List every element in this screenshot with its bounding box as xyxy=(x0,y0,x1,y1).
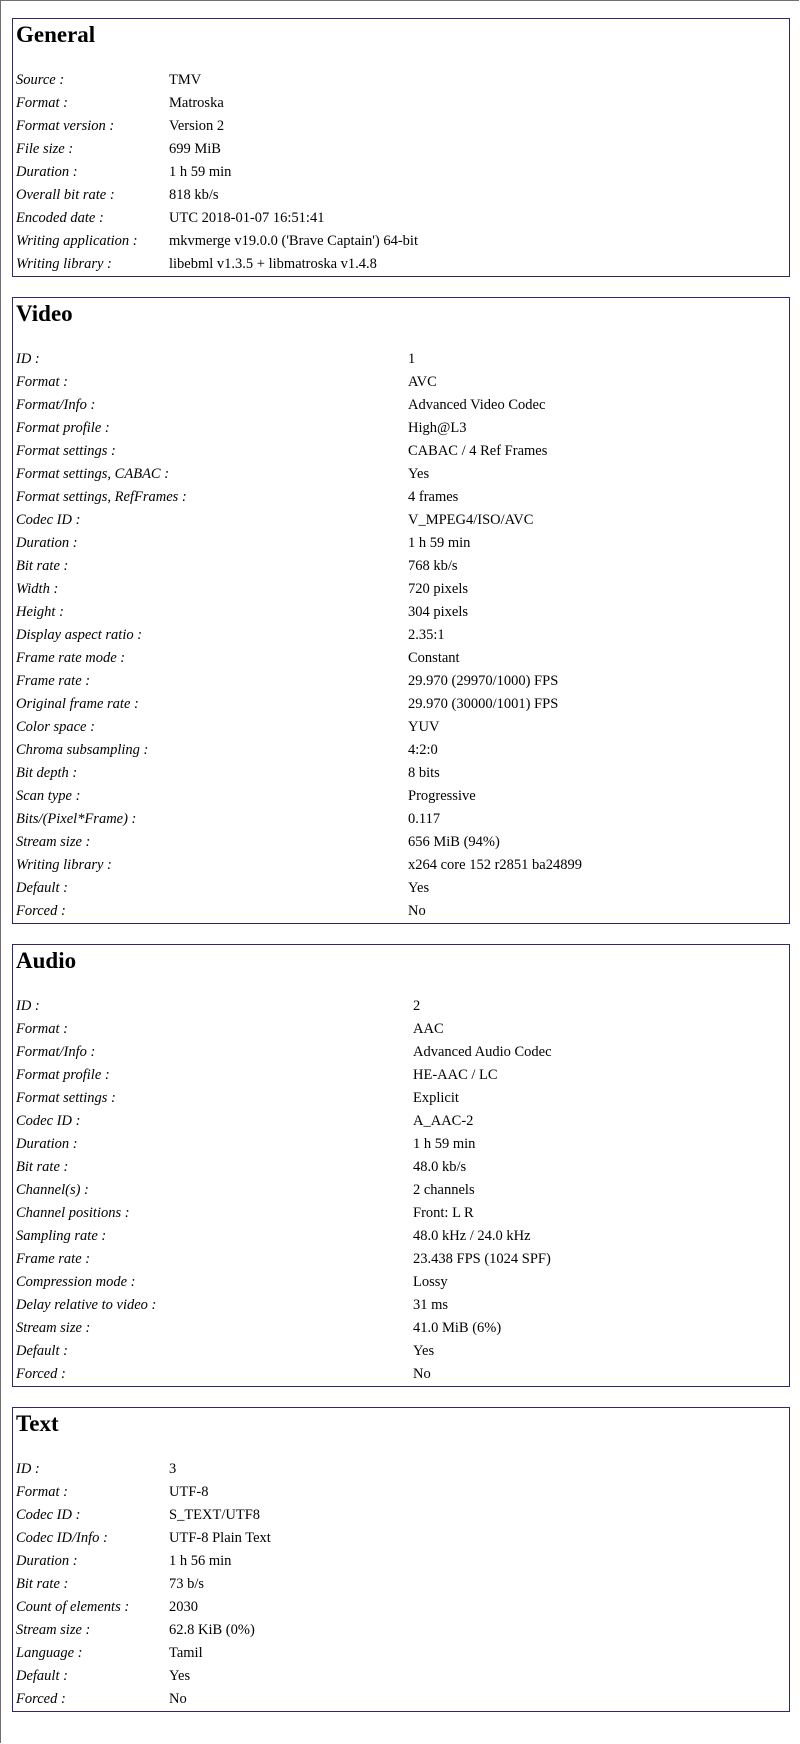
info-value: 818 kb/s xyxy=(169,187,219,203)
info-label: Format profile : xyxy=(16,1067,110,1083)
info-row xyxy=(16,555,789,578)
info-label: Frame rate mode : xyxy=(16,650,126,666)
video-section-title: Video xyxy=(16,301,73,326)
info-row xyxy=(16,601,789,624)
info-label: ID : xyxy=(16,998,40,1014)
info-value: 62.8 KiB (0%) xyxy=(169,1622,255,1638)
info-label: Writing application : xyxy=(16,233,138,249)
audio-section xyxy=(12,944,790,1387)
info-row xyxy=(16,785,789,808)
info-label: Language : xyxy=(16,1645,83,1661)
info-row xyxy=(16,1481,789,1504)
info-label: Format : xyxy=(16,374,68,390)
info-label: Original frame rate : xyxy=(16,696,139,712)
info-row xyxy=(16,184,789,207)
info-label: Writing library : xyxy=(16,256,112,272)
info-label: Bits/(Pixel*Frame) : xyxy=(16,811,137,827)
info-value: Progressive xyxy=(408,788,476,804)
info-row xyxy=(16,463,789,486)
info-value: 768 kb/s xyxy=(408,558,458,574)
info-value: 4:2:0 xyxy=(408,742,438,758)
info-value: 720 pixels xyxy=(408,581,469,597)
info-value: Yes xyxy=(408,880,430,896)
info-value: 29.970 (29970/1000) FPS xyxy=(408,673,559,689)
info-label: Codec ID : xyxy=(16,512,81,528)
info-value: Lossy xyxy=(413,1274,448,1290)
info-row xyxy=(16,624,789,647)
info-row xyxy=(16,831,789,854)
info-value: A_AAC-2 xyxy=(413,1113,474,1129)
info-row xyxy=(16,900,789,923)
info-row xyxy=(16,486,789,509)
info-label: Channel(s) : xyxy=(16,1182,89,1198)
info-label: Encoded date : xyxy=(16,210,104,226)
info-label: Overall bit rate : xyxy=(16,187,115,203)
info-label: Format : xyxy=(16,1484,68,1500)
info-value: 4 frames xyxy=(408,489,459,505)
info-value: 41.0 MiB (6%) xyxy=(413,1320,502,1336)
info-label: Chroma subsampling : xyxy=(16,742,149,758)
info-value: Version 2 xyxy=(169,118,225,134)
info-value: 3 xyxy=(169,1461,177,1477)
info-row xyxy=(16,230,789,253)
info-value: 31 ms xyxy=(413,1297,449,1313)
general-section-title: General xyxy=(16,22,96,47)
info-label: Forced : xyxy=(16,1691,66,1707)
info-label: Bit rate : xyxy=(16,1159,69,1175)
info-label: Scan type : xyxy=(16,788,81,804)
info-value: 1 h 59 min xyxy=(169,164,232,180)
info-value: mkvmerge v19.0.0 ('Brave Captain') 64-bit xyxy=(169,233,418,249)
info-row xyxy=(16,161,789,184)
info-label: Width : xyxy=(16,581,59,597)
info-row xyxy=(16,69,789,92)
info-value: UTF-8 xyxy=(169,1484,209,1500)
info-row xyxy=(16,1688,789,1711)
info-row xyxy=(16,1179,789,1202)
info-row xyxy=(16,1504,789,1527)
info-value: No xyxy=(169,1691,187,1707)
info-row xyxy=(16,808,789,831)
info-label: Bit depth : xyxy=(16,765,78,781)
info-row xyxy=(16,1271,789,1294)
info-row xyxy=(16,1527,789,1550)
info-value: Front: L R xyxy=(413,1205,474,1221)
info-row xyxy=(16,1550,789,1573)
info-value: S_TEXT/UTF8 xyxy=(169,1507,261,1523)
info-label: Default : xyxy=(16,1668,68,1684)
info-row xyxy=(16,115,789,138)
info-row xyxy=(16,253,789,276)
info-label: Forced : xyxy=(16,903,66,919)
info-label: Format settings : xyxy=(16,1090,116,1106)
info-value: libebml v1.3.5 + libmatroska v1.4.8 xyxy=(169,256,377,272)
info-label: Format : xyxy=(16,95,68,111)
info-row xyxy=(16,1294,789,1317)
info-label: Codec ID : xyxy=(16,1113,81,1129)
info-label: Format settings, RefFrames : xyxy=(16,489,187,505)
info-value: 2.35:1 xyxy=(408,627,445,643)
info-value: No xyxy=(408,903,426,919)
info-label: Format settings, CABAC : xyxy=(16,466,170,482)
info-row xyxy=(16,762,789,785)
info-label: Frame rate : xyxy=(16,1251,91,1267)
info-value: 1 h 56 min xyxy=(169,1553,232,1569)
info-row xyxy=(16,440,789,463)
info-value: CABAC / 4 Ref Frames xyxy=(408,443,548,459)
info-row xyxy=(16,1458,789,1481)
info-label: Bit rate : xyxy=(16,1576,69,1592)
info-row xyxy=(16,739,789,762)
info-label: Compression mode : xyxy=(16,1274,136,1290)
info-label: Default : xyxy=(16,880,68,896)
info-value: YUV xyxy=(408,719,440,735)
info-row xyxy=(16,509,789,532)
info-row xyxy=(16,532,789,555)
info-label: Duration : xyxy=(16,1136,78,1152)
info-value: Yes xyxy=(169,1668,191,1684)
video-section xyxy=(12,297,790,924)
info-value: Matroska xyxy=(169,95,224,111)
info-value: V_MPEG4/ISO/AVC xyxy=(408,512,534,528)
info-value: TMV xyxy=(169,72,202,88)
info-value: 2030 xyxy=(169,1599,198,1615)
info-value: HE-AAC / LC xyxy=(413,1067,498,1083)
info-row xyxy=(16,647,789,670)
info-row xyxy=(16,1642,789,1665)
info-row xyxy=(16,995,789,1018)
info-value: Yes xyxy=(413,1343,435,1359)
info-row xyxy=(16,1110,789,1133)
info-label: Format/Info : xyxy=(16,1044,96,1060)
info-label: Duration : xyxy=(16,1553,78,1569)
info-value: Explicit xyxy=(413,1090,459,1106)
info-row xyxy=(16,1363,789,1386)
info-row xyxy=(16,1064,789,1087)
audio-section-title: Audio xyxy=(16,948,77,973)
info-row xyxy=(16,1225,789,1248)
info-label: Count of elements : xyxy=(16,1599,130,1615)
info-label: ID : xyxy=(16,1461,40,1477)
info-row xyxy=(16,693,789,716)
info-value: 656 MiB (94%) xyxy=(408,834,500,850)
info-row xyxy=(16,1596,789,1619)
info-label: Stream size : xyxy=(16,1622,91,1638)
info-row xyxy=(16,1202,789,1225)
info-row xyxy=(16,670,789,693)
info-label: Format settings : xyxy=(16,443,116,459)
info-value: 2 channels xyxy=(413,1182,475,1198)
info-row xyxy=(16,1018,789,1041)
text-rows xyxy=(16,1458,789,1711)
info-label: Duration : xyxy=(16,535,78,551)
info-label: Stream size : xyxy=(16,1320,91,1336)
info-label: Codec ID/Info : xyxy=(16,1530,108,1546)
info-value: Advanced Video Codec xyxy=(408,397,546,413)
info-value: 1 h 59 min xyxy=(413,1136,476,1152)
info-row xyxy=(16,138,789,161)
info-value: High@L3 xyxy=(408,420,467,436)
info-value: UTC 2018-01-07 16:51:41 xyxy=(169,210,325,226)
info-value: Constant xyxy=(408,650,460,666)
text-section xyxy=(12,1407,790,1712)
info-value: 48.0 kb/s xyxy=(413,1159,467,1175)
general-rows xyxy=(16,69,789,276)
info-row xyxy=(16,578,789,601)
info-label: Codec ID : xyxy=(16,1507,81,1523)
info-row xyxy=(16,1087,789,1110)
info-label: Forced : xyxy=(16,1366,66,1382)
info-value: 2 xyxy=(413,998,421,1014)
info-label: ID : xyxy=(16,351,40,367)
info-label: Writing library : xyxy=(16,857,112,873)
info-label: File size : xyxy=(16,141,74,157)
video-rows xyxy=(16,348,789,923)
info-row xyxy=(16,1156,789,1179)
info-value: UTF-8 Plain Text xyxy=(169,1530,271,1546)
info-value: 73 b/s xyxy=(169,1576,205,1592)
info-value: 699 MiB xyxy=(169,141,221,157)
info-row xyxy=(16,1041,789,1064)
info-value: 0.117 xyxy=(408,811,441,827)
info-value: 23.438 FPS (1024 SPF) xyxy=(413,1251,551,1267)
info-label: Duration : xyxy=(16,164,78,180)
info-label: Sampling rate : xyxy=(16,1228,107,1244)
info-row xyxy=(16,1133,789,1156)
info-row xyxy=(16,716,789,739)
info-label: Delay relative to video : xyxy=(16,1297,157,1313)
text-section-title: Text xyxy=(16,1411,59,1436)
info-row xyxy=(16,1340,789,1363)
info-label: Format version : xyxy=(16,118,115,134)
info-label: Format/Info : xyxy=(16,397,96,413)
info-value: 1 xyxy=(408,351,416,367)
info-value: AAC xyxy=(413,1021,444,1037)
info-label: Stream size : xyxy=(16,834,91,850)
info-label: Default : xyxy=(16,1343,68,1359)
info-value: 48.0 kHz / 24.0 kHz xyxy=(413,1228,531,1244)
info-label: Frame rate : xyxy=(16,673,91,689)
info-row xyxy=(16,394,789,417)
info-row xyxy=(16,877,789,900)
info-value: 304 pixels xyxy=(408,604,469,620)
general-section xyxy=(12,18,790,277)
info-row xyxy=(16,1573,789,1596)
info-value: 1 h 59 min xyxy=(408,535,471,551)
info-value: 29.970 (30000/1001) FPS xyxy=(408,696,559,712)
info-value: Advanced Audio Codec xyxy=(413,1044,552,1060)
info-value: No xyxy=(413,1366,431,1382)
info-value: AVC xyxy=(408,374,437,390)
info-label: Channel positions : xyxy=(16,1205,130,1221)
info-row xyxy=(16,854,789,877)
info-value: Yes xyxy=(408,466,430,482)
info-row xyxy=(16,371,789,394)
info-value: 8 bits xyxy=(408,765,440,781)
info-row xyxy=(16,1317,789,1340)
info-label: Format profile : xyxy=(16,420,110,436)
info-row xyxy=(16,1248,789,1271)
info-value: x264 core 152 r2851 ba24899 xyxy=(408,857,582,873)
info-label: Source : xyxy=(16,72,65,88)
info-label: Color space : xyxy=(16,719,95,735)
info-row xyxy=(16,1665,789,1688)
info-row xyxy=(16,1619,789,1642)
info-label: Height : xyxy=(16,604,64,620)
info-row xyxy=(16,348,789,371)
info-row xyxy=(16,207,789,230)
info-label: Format : xyxy=(16,1021,68,1037)
info-row xyxy=(16,92,789,115)
info-value: Tamil xyxy=(169,1645,203,1661)
audio-rows xyxy=(16,995,789,1386)
info-row xyxy=(16,417,789,440)
info-label: Display aspect ratio : xyxy=(16,627,143,643)
info-label: Bit rate : xyxy=(16,558,69,574)
